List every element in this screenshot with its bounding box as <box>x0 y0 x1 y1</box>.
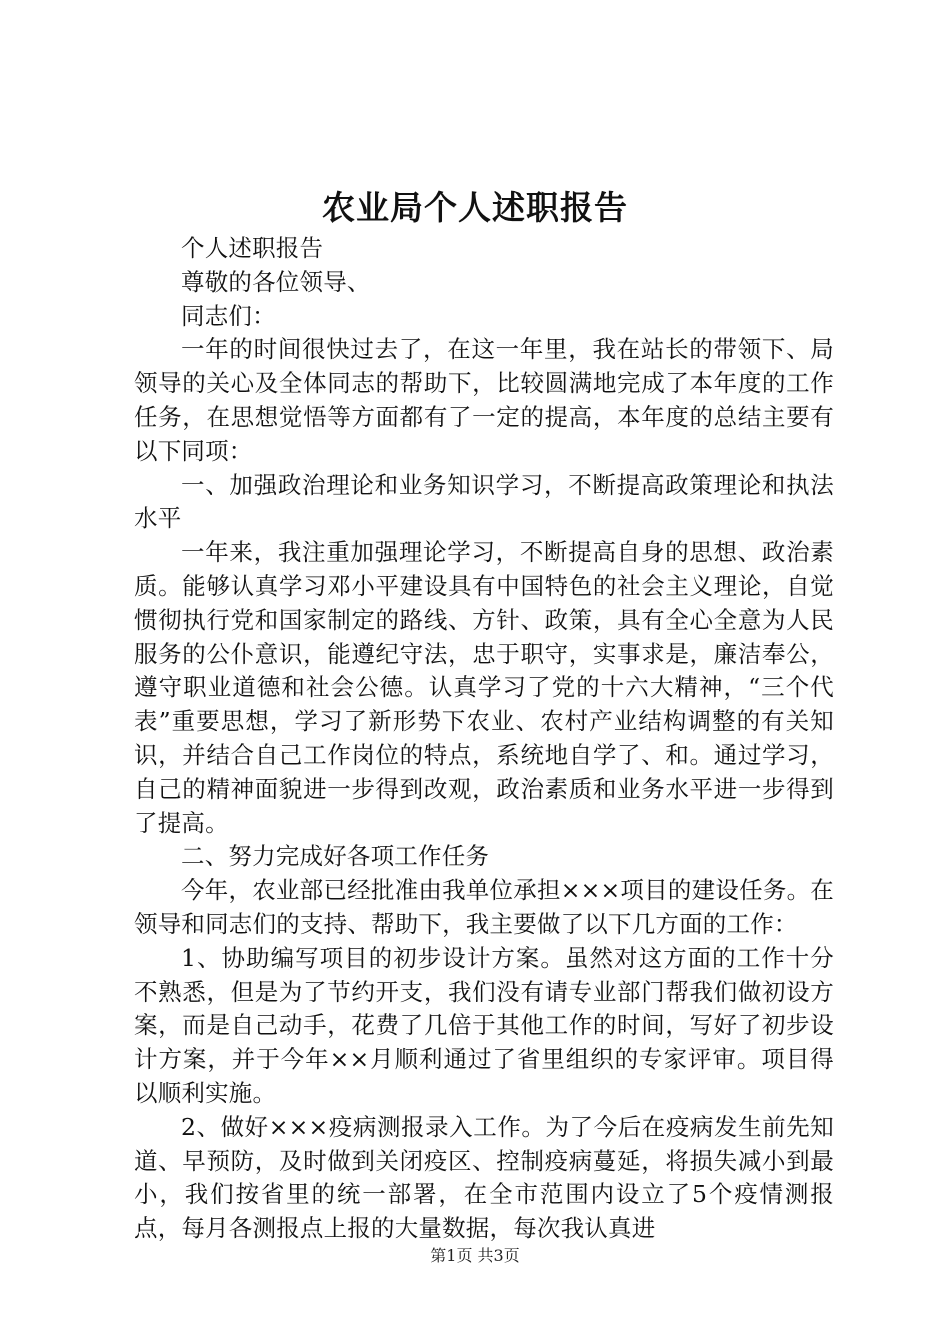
paragraph-intro: 一年的时间很快过去了，在这一年里，我在站长的带领下、局领导的关心及全体同志的帮助下，比较圆满地完成了本年度的工作任务，在思想觉悟等方面都有了一定的提高，本年度的总结主要有以下同项： <box>134 335 834 465</box>
paragraph-salutation: 尊敬的各位领导、 <box>181 267 371 296</box>
paragraph-item-2: 2、做好×××疫病测报录入工作。为了今后在疫病发生前先知道、早预防，及时做到关闭疫区、控制疫病蔓延，将损失减小到最小，我们按省里的统一部署，在全市范围内设立了5个疫情测报点，每月各测报点上报的大量数据，每次我认真进 <box>134 1112 834 1243</box>
paragraph-subtitle: 个人述职报告 <box>181 234 324 262</box>
paragraph-section-1: 一年来，我注重加强理论学习，不断提高自身的思想、政治素质。能够认真学习邓小平建设具有中国特色的社会主义理论，自觉惯彻执行党和国家制定的路线、方针、政策，具有全心全意为人民服务的公仆意识，能遵纪守法，忠于职守，实事求是，廉洁奉公，遵守职业道德和社会公德。认真学习了党的十六大精神，“三个代表”重要思想，学习了新形势下农业、农村产业结构调整的有关知识，并结合自己工作岗位的特点，系统地自学了、和。通过学习，自己的精神面貌进一步得到改观，政治素质和业务水平进一步得到了提高。 <box>134 538 834 837</box>
paragraph-section-2: 今年，农业部已经批准由我单位承担×××项目的建设任务。在领导和同志们的支持、帮助下，我主要做了以下几方面的工作： <box>134 876 834 938</box>
section-heading-2: 二、努力完成好各项工作任务 <box>181 842 490 871</box>
section-heading-1: 一、加强政治理论和业务知识学习，不断提高政策理论和执法水平 <box>134 470 834 533</box>
paragraph-salutation-cont: 同志们： <box>181 301 276 330</box>
paragraph-item-1: 1、协助编写项目的初步设计方案。虽然对这方面的工作十分不熟悉，但是为了节约开支，我们没有请专业部门帮我们做初设方案，而是自己动手，花费了几倍于其他工作的时间，写好了初步设计方案，并于今年××月顺利通过了省里组织的专家评审。项目得以顺利实施。 <box>134 943 834 1107</box>
page-number-footer: 第1页 共3页 <box>430 1246 520 1265</box>
document-body <box>134 232 834 1246</box>
document-title: 农业局个人述职报告 <box>322 188 628 227</box>
